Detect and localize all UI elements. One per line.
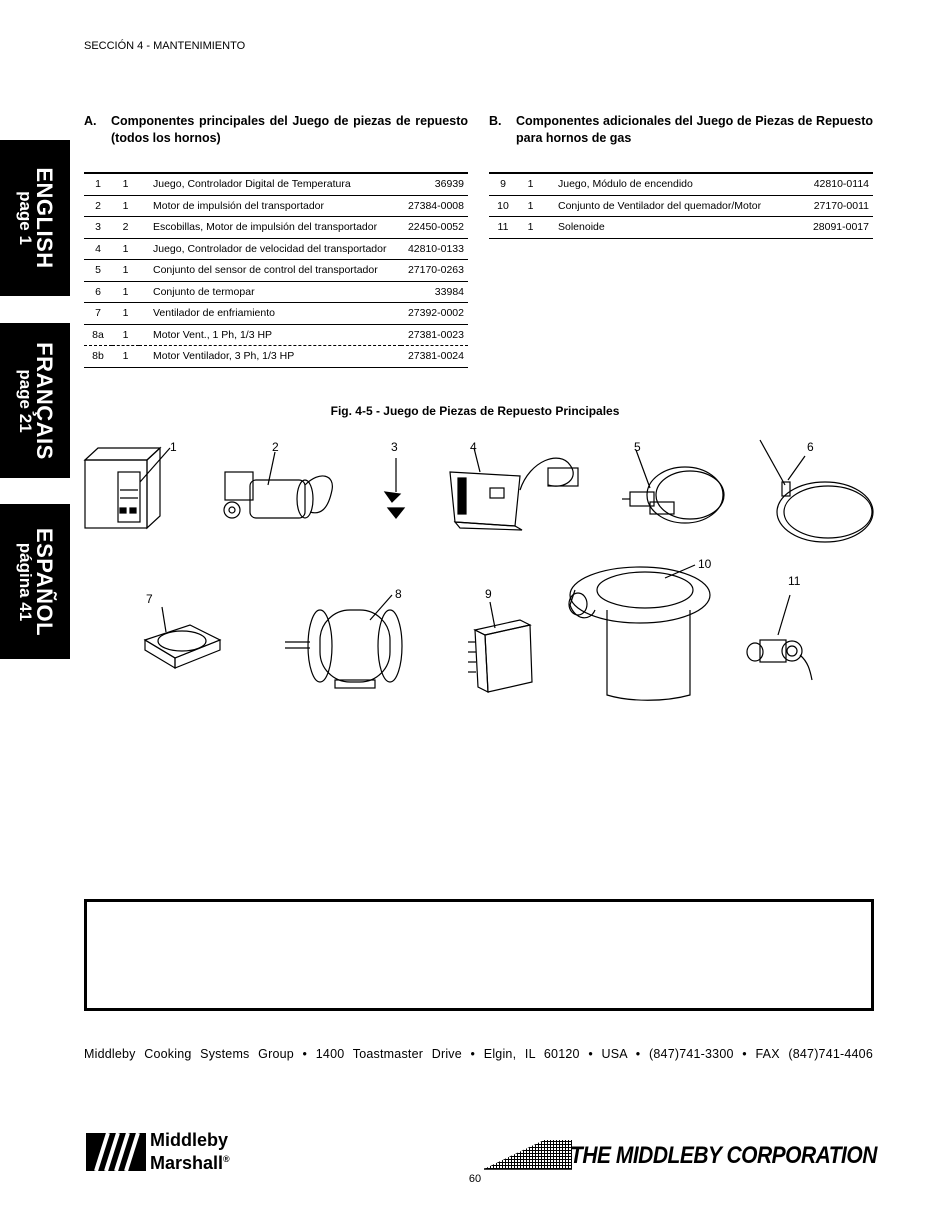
part-number-cell: 36939 xyxy=(401,173,468,195)
description-cell: Conjunto de Ventilador del quemador/Motor xyxy=(544,195,799,217)
item-number-cell: 8b xyxy=(84,346,112,368)
conveyor-motor-illustration xyxy=(224,452,332,518)
part-number-cell: 42810-0114 xyxy=(799,173,873,195)
part-number-cell: 22450-0052 xyxy=(401,217,468,239)
quantity-cell: 2 xyxy=(112,217,139,239)
table-row xyxy=(489,173,873,195)
table-row xyxy=(84,303,468,325)
section-b-letter: B. xyxy=(489,114,502,128)
table-row xyxy=(84,324,468,346)
callout-9: 9 xyxy=(485,587,492,601)
callout-10: 10 xyxy=(698,557,712,571)
item-number-cell: 7 xyxy=(84,303,112,325)
part-number-cell: 27381-0023 xyxy=(401,324,468,346)
table-row xyxy=(84,346,468,368)
sensor-illustration xyxy=(622,450,724,523)
quantity-cell: 1 xyxy=(112,281,139,303)
tab-francais-label: FRANÇAIS xyxy=(32,341,57,460)
note-box xyxy=(84,899,874,1011)
tab-espanol-page: página 41 xyxy=(16,542,35,621)
figure-caption: Fig. 4-5 - Juego de Piezas de Repuesto Principales xyxy=(330,404,620,418)
tab-english[interactable] xyxy=(0,140,70,296)
middleby-corporation-name: THE MIDDLEBY CORPORATION xyxy=(570,1142,877,1169)
parts-illustration xyxy=(70,430,890,710)
table-row xyxy=(84,217,468,239)
description-cell: Motor de impulsión del transportador xyxy=(139,195,401,217)
part-number-cell: 28091-0017 xyxy=(799,217,873,239)
item-number-cell: 6 xyxy=(84,281,112,303)
quantity-cell: 1 xyxy=(112,346,139,368)
item-number-cell: 2 xyxy=(84,195,112,217)
description-cell: Juego, Controlador Digital de Temperatura xyxy=(139,173,401,195)
tab-francais-page: page 21 xyxy=(16,368,35,433)
quantity-cell: 1 xyxy=(517,217,544,239)
section-a-title-block xyxy=(84,113,468,149)
solenoid-illustration xyxy=(747,595,812,680)
part-number-cell: 27170-0263 xyxy=(401,260,468,282)
item-number-cell: 1 xyxy=(84,173,112,195)
part-number-cell: 27384-0008 xyxy=(401,195,468,217)
description-cell: Juego, Módulo de encendido xyxy=(544,173,799,195)
description-cell: Motor Ventilador, 3 Ph, 1/3 HP xyxy=(139,346,401,368)
item-number-cell: 8a xyxy=(84,324,112,346)
cooling-fan-illustration xyxy=(145,607,220,668)
logo-registered: ® xyxy=(223,1154,230,1164)
controller-illustration xyxy=(85,448,170,528)
callout-7: 7 xyxy=(146,592,153,606)
table-row xyxy=(84,195,468,217)
item-number-cell: 9 xyxy=(489,173,517,195)
parts-table-b xyxy=(489,172,873,239)
logo-line2: Marshall xyxy=(150,1153,224,1173)
section-a-title: Componentes principales del Juego de piezas de repuesto (todos los hornos) xyxy=(111,114,468,145)
quantity-cell: 1 xyxy=(112,324,139,346)
section-b-title: Componentes adicionales del Juego de Piezas de Repuesto para hornos de gas xyxy=(516,114,873,145)
description-cell: Motor Vent., 1 Ph, 1/3 HP xyxy=(139,324,401,346)
quantity-cell: 1 xyxy=(112,238,139,260)
tab-english-label: ENGLISH xyxy=(32,167,57,269)
item-number-cell: 10 xyxy=(489,195,517,217)
quantity-cell: 1 xyxy=(112,303,139,325)
item-number-cell: 5 xyxy=(84,260,112,282)
quantity-cell: 1 xyxy=(112,173,139,195)
table-row xyxy=(84,260,468,282)
callout-2: 2 xyxy=(272,440,279,454)
callout-11: 11 xyxy=(788,574,801,588)
tab-espanol[interactable] xyxy=(0,504,70,659)
ignition-module-illustration xyxy=(468,602,532,692)
part-number-cell: 42810-0133 xyxy=(401,238,468,260)
table-row xyxy=(489,217,873,239)
tab-francais[interactable] xyxy=(0,323,70,478)
section-header: SECCIÓN 4 - MANTENIMIENTO xyxy=(84,40,246,52)
footer-address: Middleby Cooking Systems Group • 1400 Toastmaster Drive • Elgin, IL 60120 • USA • (847)741-3300 • FAX (847)741-4406 xyxy=(84,1047,873,1061)
section-a-letter: A. xyxy=(84,114,97,128)
description-cell: Conjunto del sensor de control del transportador xyxy=(139,260,401,282)
description-cell: Juego, Controlador de velocidad del transportador xyxy=(139,238,401,260)
description-cell: Solenoide xyxy=(544,217,799,239)
speed-controller-illustration xyxy=(450,448,578,530)
brushes-illustration xyxy=(385,458,404,518)
page-number: 60 xyxy=(468,1173,482,1185)
quantity-cell: 1 xyxy=(517,195,544,217)
item-number-cell: 11 xyxy=(489,217,517,239)
section-b-title-block xyxy=(489,113,873,149)
table-row xyxy=(84,238,468,260)
item-number-cell: 3 xyxy=(84,217,112,239)
quantity-cell: 1 xyxy=(112,260,139,282)
description-cell: Escobillas, Motor de impulsión del transportador xyxy=(139,217,401,239)
table-row xyxy=(84,281,468,303)
callout-6: 6 xyxy=(807,440,814,454)
item-number-cell: 4 xyxy=(84,238,112,260)
middleby-corporation-logo-icon xyxy=(484,1138,572,1170)
logo-line1: Middleby xyxy=(150,1130,229,1150)
quantity-cell: 1 xyxy=(517,173,544,195)
tab-english-page: page 1 xyxy=(16,191,35,245)
part-number-cell: 27170-0011 xyxy=(799,195,873,217)
description-cell: Ventilador de enfriamiento xyxy=(139,303,401,325)
middleby-marshall-logo-icon xyxy=(86,1133,146,1171)
blower-motor-illustration xyxy=(285,595,402,688)
thermocouple-illustration xyxy=(760,440,873,542)
part-number-cell: 27392-0002 xyxy=(401,303,468,325)
tab-espanol-label: ESPAÑOL xyxy=(32,527,57,636)
part-number-cell: 27381-0024 xyxy=(401,346,468,368)
callout-4: 4 xyxy=(470,440,477,454)
middleby-marshall-logo-text xyxy=(150,1131,230,1173)
callout-1: 1 xyxy=(170,440,177,454)
part-number-cell: 33984 xyxy=(401,281,468,303)
table-row xyxy=(84,173,468,195)
description-cell: Conjunto de termopar xyxy=(139,281,401,303)
parts-table-a xyxy=(84,172,468,368)
quantity-cell: 1 xyxy=(112,195,139,217)
callout-5: 5 xyxy=(634,440,641,454)
burner-blower-illustration xyxy=(569,565,710,700)
table-row xyxy=(489,195,873,217)
callout-8: 8 xyxy=(395,587,402,601)
callout-3: 3 xyxy=(391,440,398,454)
